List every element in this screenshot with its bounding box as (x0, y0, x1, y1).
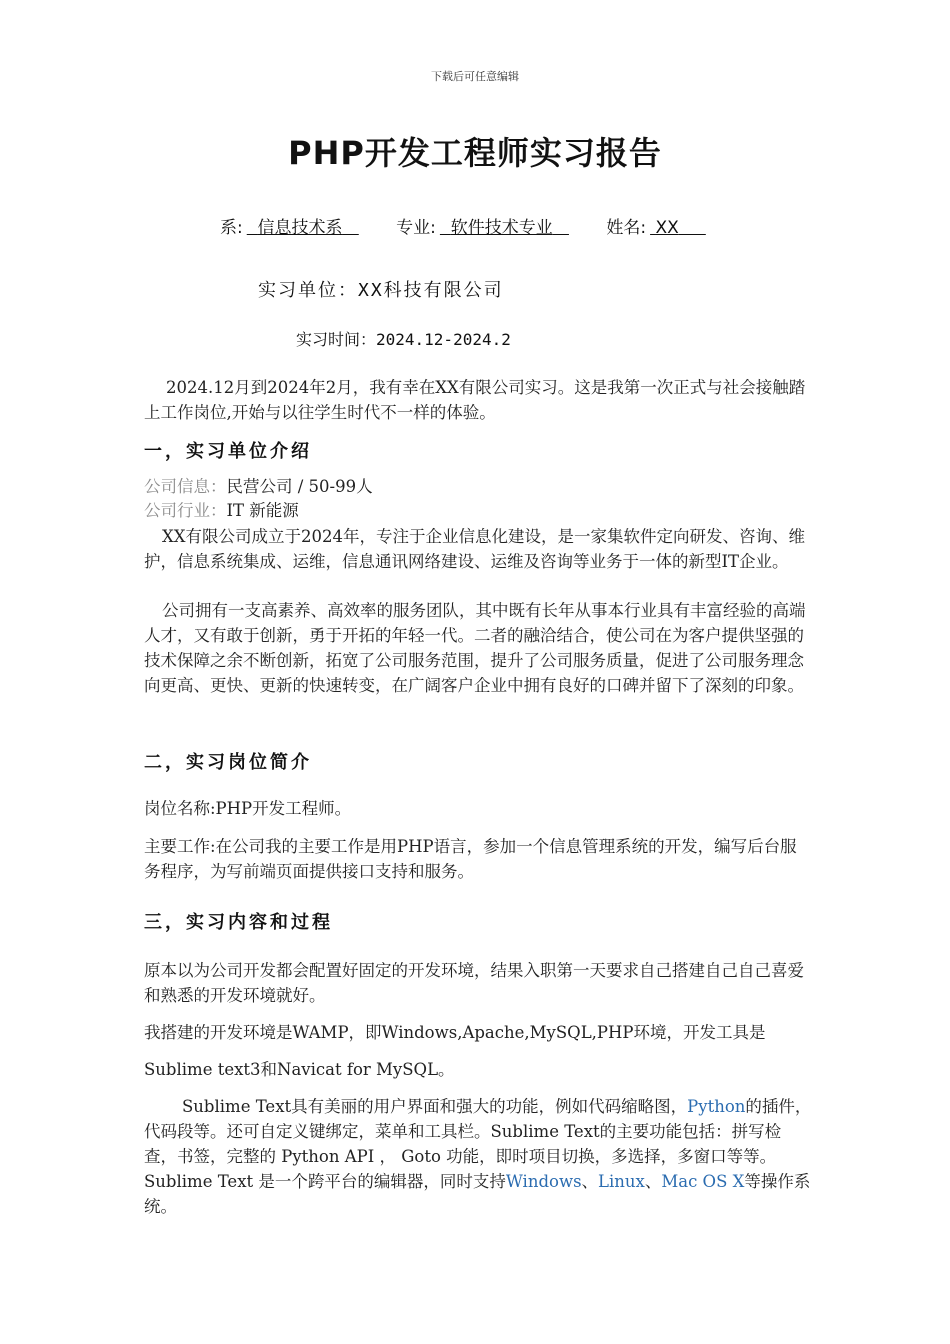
company-industry-label: 公司行业： (144, 501, 227, 520)
tools-paragraph: Sublime text3和Navicat for MySQL。 (144, 1060, 455, 1079)
company-info-value: 民营公司 / 50-99人 (226, 477, 373, 496)
company-industry-value: IT 新能源 (226, 501, 299, 520)
separator-2: 、 (644, 1172, 662, 1191)
major-value (436, 218, 573, 238)
windows-link[interactable]: Windows (505, 1172, 582, 1191)
dept-label: 系: (220, 218, 243, 238)
name-label: 姓名: (606, 218, 647, 238)
python-link[interactable]: Python (687, 1097, 746, 1116)
company-industry-line (144, 499, 299, 523)
sublime-text-b: 的插件，代码段等。还可自定义键绑定，菜单和工具栏。Sublime Text的主要功能包括：拼写检查，书签，完整的 Python API ， Goto 功能，即时项目切换，多选择，多窗口等等。Sublime Text 是一个跨平台的编辑器，同时支持 (144, 1097, 812, 1191)
dept-value-text: 信息技术系 (257, 218, 343, 238)
internship-unit: 实习单位：XX科技有限公司 (258, 280, 504, 301)
linux-link[interactable]: Linux (598, 1172, 645, 1191)
separator-1: 、 (581, 1172, 599, 1191)
dept-value (243, 218, 363, 238)
section-heading-position: 二，实习岗位简介 (144, 752, 312, 773)
mac-link[interactable]: Mac OS X (661, 1172, 745, 1191)
internship-period: 实习时间：2024.12-2024.2 (296, 330, 511, 349)
position-name-paragraph: 岗位名称:PHP开发工程师。 (144, 799, 352, 818)
env-stack-paragraph: 我搭建的开发环境是WAMP，即Windows,Apache,MySQL,PHP环境，开发工具是 (144, 1023, 766, 1042)
name-value (646, 218, 710, 238)
name-value-text: XX (655, 218, 679, 238)
section-heading-content: 三，实习内容和过程 (144, 912, 333, 933)
header-note: 下载后可任意编辑 (431, 70, 519, 83)
page-title: PHP开发工程师实习报告 (288, 134, 662, 172)
major-info (396, 213, 573, 238)
company-intro-paragraph: XX有限公司成立于2024年，专注于企业信息化建设，是一家集软件定向研发、咨询、维护，信息系统集成、运维，信息通讯网络建设、运维及咨询等业务于一体的新型IT企业。 (144, 527, 805, 571)
sublime-text-a: Sublime Text具有美丽的用户界面和强大的功能，例如代码缩略图， (182, 1097, 688, 1116)
company-info-label: 公司信息： (144, 477, 227, 496)
intro-paragraph: 2024.12月到2024年2月，我有幸在XX有限公司实习。这是我第一次正式与社会接触踏上工作岗位,开始与以往学生时代不一样的体验。 (144, 378, 806, 422)
team-paragraph: 公司拥有一支高素养、高效率的服务团队，其中既有长年从事本行业具有丰富经验的高端人才，又有敢于创新，勇于开拓的年轻一代。二者的融洽结合，使公司在为客户提供坚强的技术保障之余不断创新，拓宽了公司服务范围，提升了公司服务质量，促进了公司服务理念向更高、更快、更新的快速转变，在广阔客户企业中拥有良好的口碑并留下了深刻的印象。 (144, 601, 806, 695)
major-value-text: 软件技术专业 (450, 218, 553, 238)
env-setup-paragraph: 原本以为公司开发都会配置好固定的开发环境，结果入职第一天要求自己搭建自己自己喜爱和熟悉的开发环境就好。 (144, 961, 804, 1005)
sublime-paragraph (144, 1094, 812, 1219)
dept-info (220, 213, 363, 238)
main-work-paragraph: 主要工作:在公司我的主要工作是用PHP语言，参加一个信息管理系统的开发，编写后台服务程序，为写前端页面提供接口支持和服务。 (144, 837, 797, 881)
major-label: 专业: (396, 218, 436, 238)
company-info-line (144, 475, 373, 499)
student-info-row (220, 213, 738, 238)
name-info (606, 213, 709, 238)
sublime-text-c: 等操作系统。 (144, 1172, 811, 1216)
section-heading-unit: 一，实习单位介绍 (144, 441, 312, 462)
